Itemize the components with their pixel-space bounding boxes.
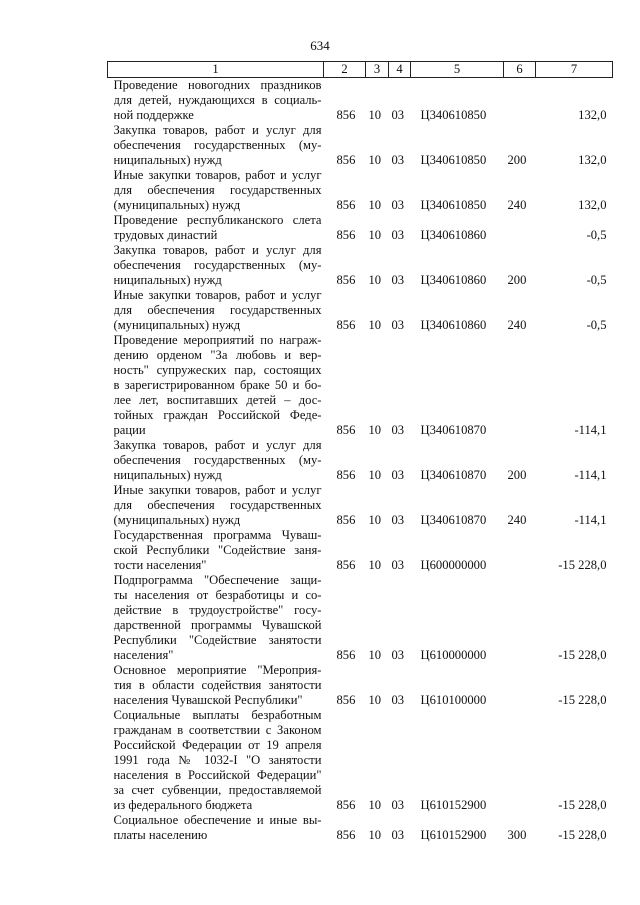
row-name-line: обеспечения государственных (му-: [113, 258, 322, 272]
row-expense-type: 200: [507, 273, 527, 287]
header-col-7: 7: [536, 62, 613, 78]
row-name: [108, 243, 324, 288]
row-name-line: Иные закупки товаров, работ и услуг: [113, 288, 322, 302]
row-name-line: Республики "Содействие занятости: [113, 633, 322, 647]
row-subsection: 03: [391, 423, 405, 437]
row-name: [108, 483, 324, 528]
row-name-line: 1991 года № 1032-I "О занятости: [113, 753, 322, 767]
row-name-line: Российской Федерации от 19 апреля: [113, 738, 322, 752]
row-name-line: населения в Российской Федерации": [113, 768, 322, 782]
row-gr-code: 856: [336, 423, 356, 437]
row-name-line: тойных граждан Российской Феде-: [113, 408, 322, 422]
row-subsection: 03: [391, 228, 405, 242]
row-name-line: ной поддержке: [113, 108, 194, 122]
row-section: 10: [368, 648, 382, 662]
row-name-line: гражданам в соответствии с Законом: [113, 723, 322, 737]
row-name-line: (муниципальных) нужд: [113, 513, 241, 527]
row-expense-type: 200: [507, 153, 527, 167]
header-col-6: 6: [504, 62, 536, 78]
row-section: 10: [368, 558, 382, 572]
row-target-item: Ц340610870: [420, 423, 487, 437]
table-body: [108, 78, 613, 844]
row-target-item: Ц610100000: [420, 693, 487, 707]
header-col-1: 1: [108, 62, 324, 78]
row-name-line: ниципальных) нужд: [113, 273, 222, 287]
row-target-item: Ц340610870: [420, 513, 487, 527]
row-name-line: ты населения от безработицы и со-: [113, 588, 322, 602]
row-target-item: Ц610000000: [420, 648, 487, 662]
row-subsection: 03: [391, 558, 405, 572]
row-expense-type: [504, 213, 536, 243]
row-section: 10: [368, 228, 382, 242]
row-expense-type: [504, 708, 536, 813]
table-row: [108, 168, 613, 213]
row-name-line: дению орденом "За любовь и вер-: [113, 348, 322, 362]
row-gr-code: 856: [336, 273, 356, 287]
row-name: [108, 528, 324, 573]
row-name-line: рации: [113, 423, 146, 437]
row-name-line: Социальные выплаты безработным: [113, 708, 322, 722]
row-gr-code: 856: [336, 648, 356, 662]
budget-table: [107, 61, 613, 843]
row-name: [108, 708, 324, 813]
row-name-line: для обеспечения государственных: [113, 303, 322, 317]
row-target-item: Ц600000000: [420, 558, 487, 572]
row-section: 10: [368, 108, 382, 122]
header-col-2: 2: [324, 62, 366, 78]
row-name-line: для обеспечения государственных: [113, 498, 322, 512]
row-section: 10: [368, 693, 382, 707]
row-name-line: платы населению: [113, 828, 208, 842]
row-name-line: ность" супружеских пар, состоящих: [113, 363, 322, 377]
row-expense-type: [504, 528, 536, 573]
row-name-line: Проведение новогодних праздников: [113, 78, 322, 92]
row-target-item: Ц610152900: [420, 828, 487, 842]
row-name-line: населения": [113, 648, 174, 662]
row-gr-code: 856: [336, 318, 356, 332]
row-amount: -0,5: [586, 228, 607, 242]
row-gr-code: 856: [336, 198, 356, 212]
table-row: [108, 243, 613, 288]
row-expense-type: 240: [507, 513, 527, 527]
row-amount: 132,0: [578, 153, 607, 167]
row-subsection: 03: [391, 693, 405, 707]
row-amount: -0,5: [586, 318, 607, 332]
row-name-line: (муниципальных) нужд: [113, 318, 241, 332]
row-name-line: населения Чувашской Республики": [113, 693, 303, 707]
row-gr-code: 856: [336, 693, 356, 707]
table-row: [108, 813, 613, 843]
row-gr-code: 856: [336, 798, 356, 812]
table-row: [108, 573, 613, 663]
row-section: 10: [368, 423, 382, 437]
row-amount: -15 228,0: [558, 558, 607, 572]
row-name-line: Закупка товаров, работ и услуг для: [113, 438, 322, 452]
row-section: 10: [368, 828, 382, 842]
row-name-line: Закупка товаров, работ и услуг для: [113, 123, 322, 137]
row-name: [108, 213, 324, 243]
row-name-line: Проведение мероприятий по награж-: [113, 333, 322, 347]
row-subsection: 03: [391, 468, 405, 482]
row-target-item: Ц610152900: [420, 798, 487, 812]
row-name-line: для детей, нуждающихся в социаль-: [113, 93, 322, 107]
row-name-line: Социальное обеспечение и иные вы-: [113, 813, 322, 827]
row-name-line: дарственной программы Чувашской: [113, 618, 322, 632]
row-subsection: 03: [391, 108, 405, 122]
row-name-line: Государственная программа Чуваш-: [113, 528, 322, 542]
row-name-line: ниципальных) нужд: [113, 468, 222, 482]
row-name-line: в зарегистрированном браке 50 и бо-: [113, 378, 322, 392]
row-name-line: Подпрограмма "Обеспечение защи-: [113, 573, 322, 587]
row-target-item: Ц340610850: [420, 108, 487, 122]
row-name-line: Иные закупки товаров, работ и услуг: [113, 168, 322, 182]
row-amount: 132,0: [578, 108, 607, 122]
row-gr-code: 856: [336, 828, 356, 842]
row-gr-code: 856: [336, 108, 356, 122]
row-name-line: за счет субвенции, предоставляемой: [113, 783, 322, 797]
row-section: 10: [368, 468, 382, 482]
row-name: [108, 573, 324, 663]
row-amount: -15 228,0: [558, 798, 607, 812]
row-name-line: Закупка товаров, работ и услуг для: [113, 243, 322, 257]
table-header: [108, 62, 613, 78]
row-gr-code: 856: [336, 153, 356, 167]
table-row: [108, 123, 613, 168]
row-expense-type: [504, 663, 536, 708]
row-name-line: трудовых династий: [113, 228, 218, 242]
row-name-line: Иные закупки товаров, работ и услуг: [113, 483, 322, 497]
row-target-item: Ц340610860: [420, 318, 487, 332]
row-section: 10: [368, 318, 382, 332]
header-col-3: 3: [366, 62, 389, 78]
row-amount: 132,0: [578, 198, 607, 212]
header-col-5: 5: [411, 62, 504, 78]
row-name-line: тия в области содействия занятости: [113, 678, 322, 692]
row-name: [108, 813, 324, 843]
row-amount: -15 228,0: [558, 693, 607, 707]
row-gr-code: 856: [336, 228, 356, 242]
row-section: 10: [368, 198, 382, 212]
row-target-item: Ц340610850: [420, 153, 487, 167]
row-target-item: Ц340610860: [420, 273, 487, 287]
row-amount: -15 228,0: [558, 648, 607, 662]
row-amount: -114,1: [574, 468, 607, 482]
table-row: [108, 438, 613, 483]
row-expense-type: [504, 333, 536, 438]
row-name-line: лее лет, воспитавших детей – дос-: [113, 393, 322, 407]
row-expense-type: 240: [507, 198, 527, 212]
row-expense-type: [504, 573, 536, 663]
row-amount: -114,1: [574, 423, 607, 437]
table-row: [108, 213, 613, 243]
row-name-line: Проведение республиканского слета: [113, 213, 322, 227]
row-section: 10: [368, 798, 382, 812]
row-subsection: 03: [391, 153, 405, 167]
row-amount: -15 228,0: [558, 828, 607, 842]
table-row: [108, 663, 613, 708]
table-row: [108, 333, 613, 438]
row-target-item: Ц340610870: [420, 468, 487, 482]
row-expense-type: [504, 78, 536, 124]
row-section: 10: [368, 273, 382, 287]
row-name-line: (муниципальных) нужд: [113, 198, 241, 212]
row-name-line: Основное мероприятие "Мероприя-: [113, 663, 322, 677]
row-section: 10: [368, 153, 382, 167]
table-row: [108, 528, 613, 573]
row-expense-type: 240: [507, 318, 527, 332]
row-subsection: 03: [391, 513, 405, 527]
row-name-line: ской Республики "Содействие заня-: [113, 543, 322, 557]
row-subsection: 03: [391, 828, 405, 842]
row-name: [108, 123, 324, 168]
row-name: [108, 168, 324, 213]
table-row: [108, 708, 613, 813]
page-number: 634: [310, 38, 330, 53]
table-row: [108, 288, 613, 333]
row-subsection: 03: [391, 273, 405, 287]
row-target-item: Ц340610860: [420, 228, 487, 242]
row-subsection: 03: [391, 318, 405, 332]
table-row: [108, 78, 613, 124]
row-gr-code: 856: [336, 558, 356, 572]
row-target-item: Ц340610850: [420, 198, 487, 212]
row-name-line: действие в трудоустройстве" госу-: [113, 603, 322, 617]
row-expense-type: 300: [507, 828, 527, 842]
row-name: [108, 288, 324, 333]
row-subsection: 03: [391, 648, 405, 662]
row-name-line: тости населения": [113, 558, 207, 572]
row-section: 10: [368, 513, 382, 527]
row-name: [108, 78, 324, 124]
row-name: [108, 663, 324, 708]
header-col-4: 4: [389, 62, 411, 78]
row-subsection: 03: [391, 198, 405, 212]
row-amount: -114,1: [574, 513, 607, 527]
row-name-line: ниципальных) нужд: [113, 153, 222, 167]
row-gr-code: 856: [336, 468, 356, 482]
row-name-line: для обеспечения государственных: [113, 183, 322, 197]
row-gr-code: 856: [336, 513, 356, 527]
row-subsection: 03: [391, 798, 405, 812]
row-name-line: обеспечения государственных (му-: [113, 138, 322, 152]
row-name-line: обеспечения государственных (му-: [113, 453, 322, 467]
table-row: [108, 483, 613, 528]
row-name: [108, 438, 324, 483]
row-name-line: из федерального бюджета: [113, 798, 253, 812]
row-name: [108, 333, 324, 438]
row-expense-type: 200: [507, 468, 527, 482]
row-amount: -0,5: [586, 273, 607, 287]
